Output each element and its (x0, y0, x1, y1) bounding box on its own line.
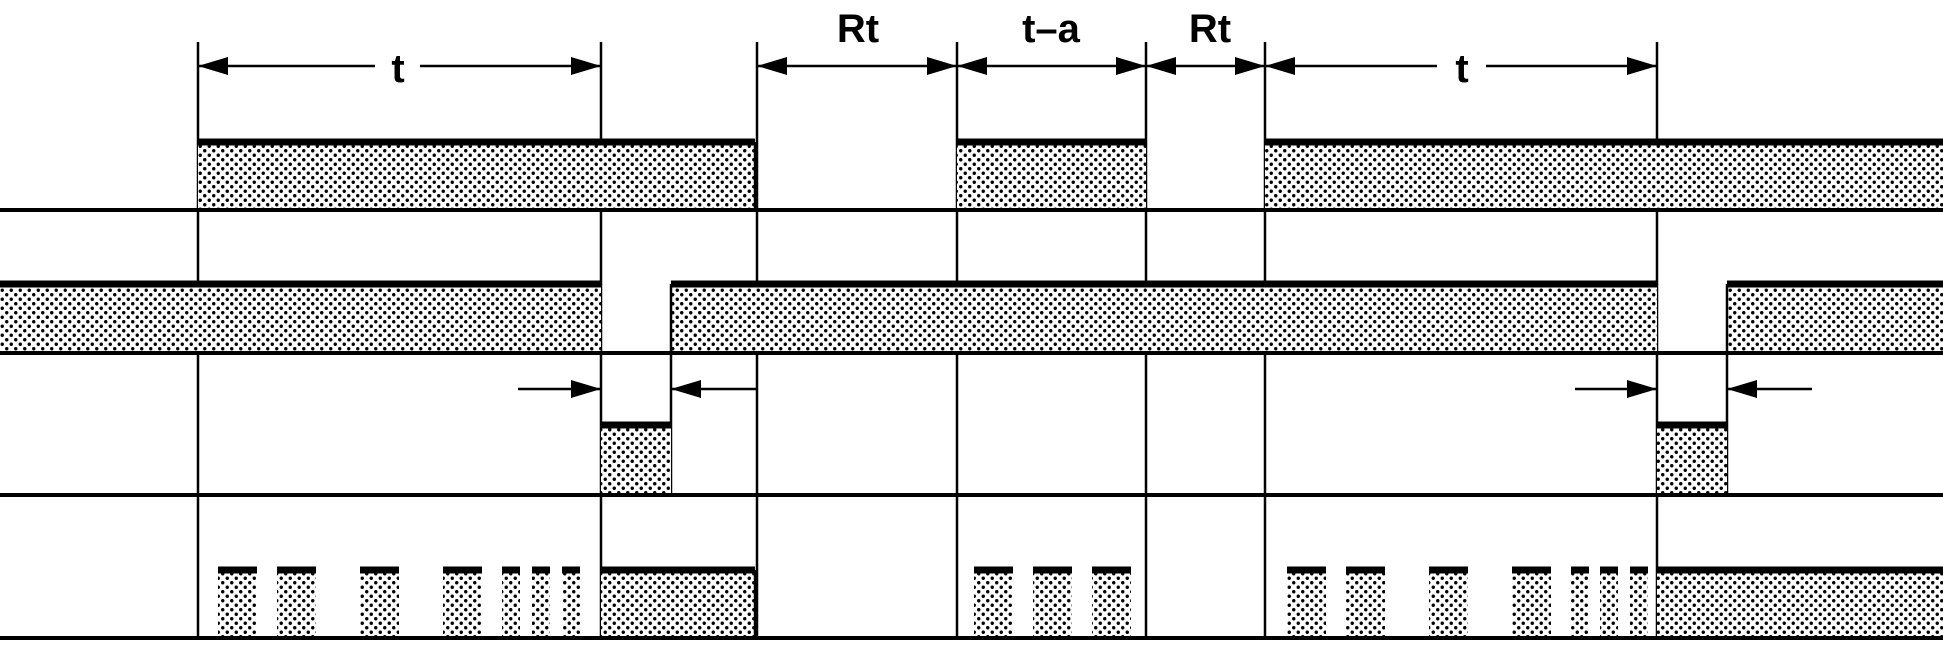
label-rt-second: Rt (1188, 7, 1232, 51)
pulse-row2-c (1727, 284, 1943, 353)
dimension-rt-first (757, 57, 957, 75)
pulse-train-second (974, 570, 1131, 638)
signal-row-3 (0, 353, 1943, 495)
pulse-row1-b (957, 142, 1146, 210)
pulse-row3-b (1657, 425, 1727, 495)
label-t-first: t (391, 47, 405, 91)
pulse-train-third (1287, 570, 1648, 638)
gap-indicator-first (518, 380, 756, 398)
dimension-t-minus-a (957, 57, 1146, 75)
pulse-row4-long-first (601, 570, 755, 638)
pulse-row2-a (0, 284, 601, 353)
pulse-row4-long-second (1657, 570, 1943, 638)
pulse-row2-b (671, 284, 1657, 353)
pulse-train-first (218, 570, 580, 638)
pulse-row3-a (601, 425, 671, 495)
label-t-second: t (1455, 47, 1469, 91)
signal-row-4 (0, 570, 1943, 638)
pulse-row1-c (1265, 142, 1943, 210)
label-t-minus-a: t–a (1022, 7, 1080, 51)
gap-indicator-second (1575, 380, 1812, 398)
dimension-rt-second (1146, 57, 1265, 75)
label-rt-first: Rt (836, 7, 880, 51)
signal-row-2 (0, 284, 1943, 353)
signal-row-1 (0, 142, 1943, 210)
pulse-row1-a (198, 142, 755, 210)
